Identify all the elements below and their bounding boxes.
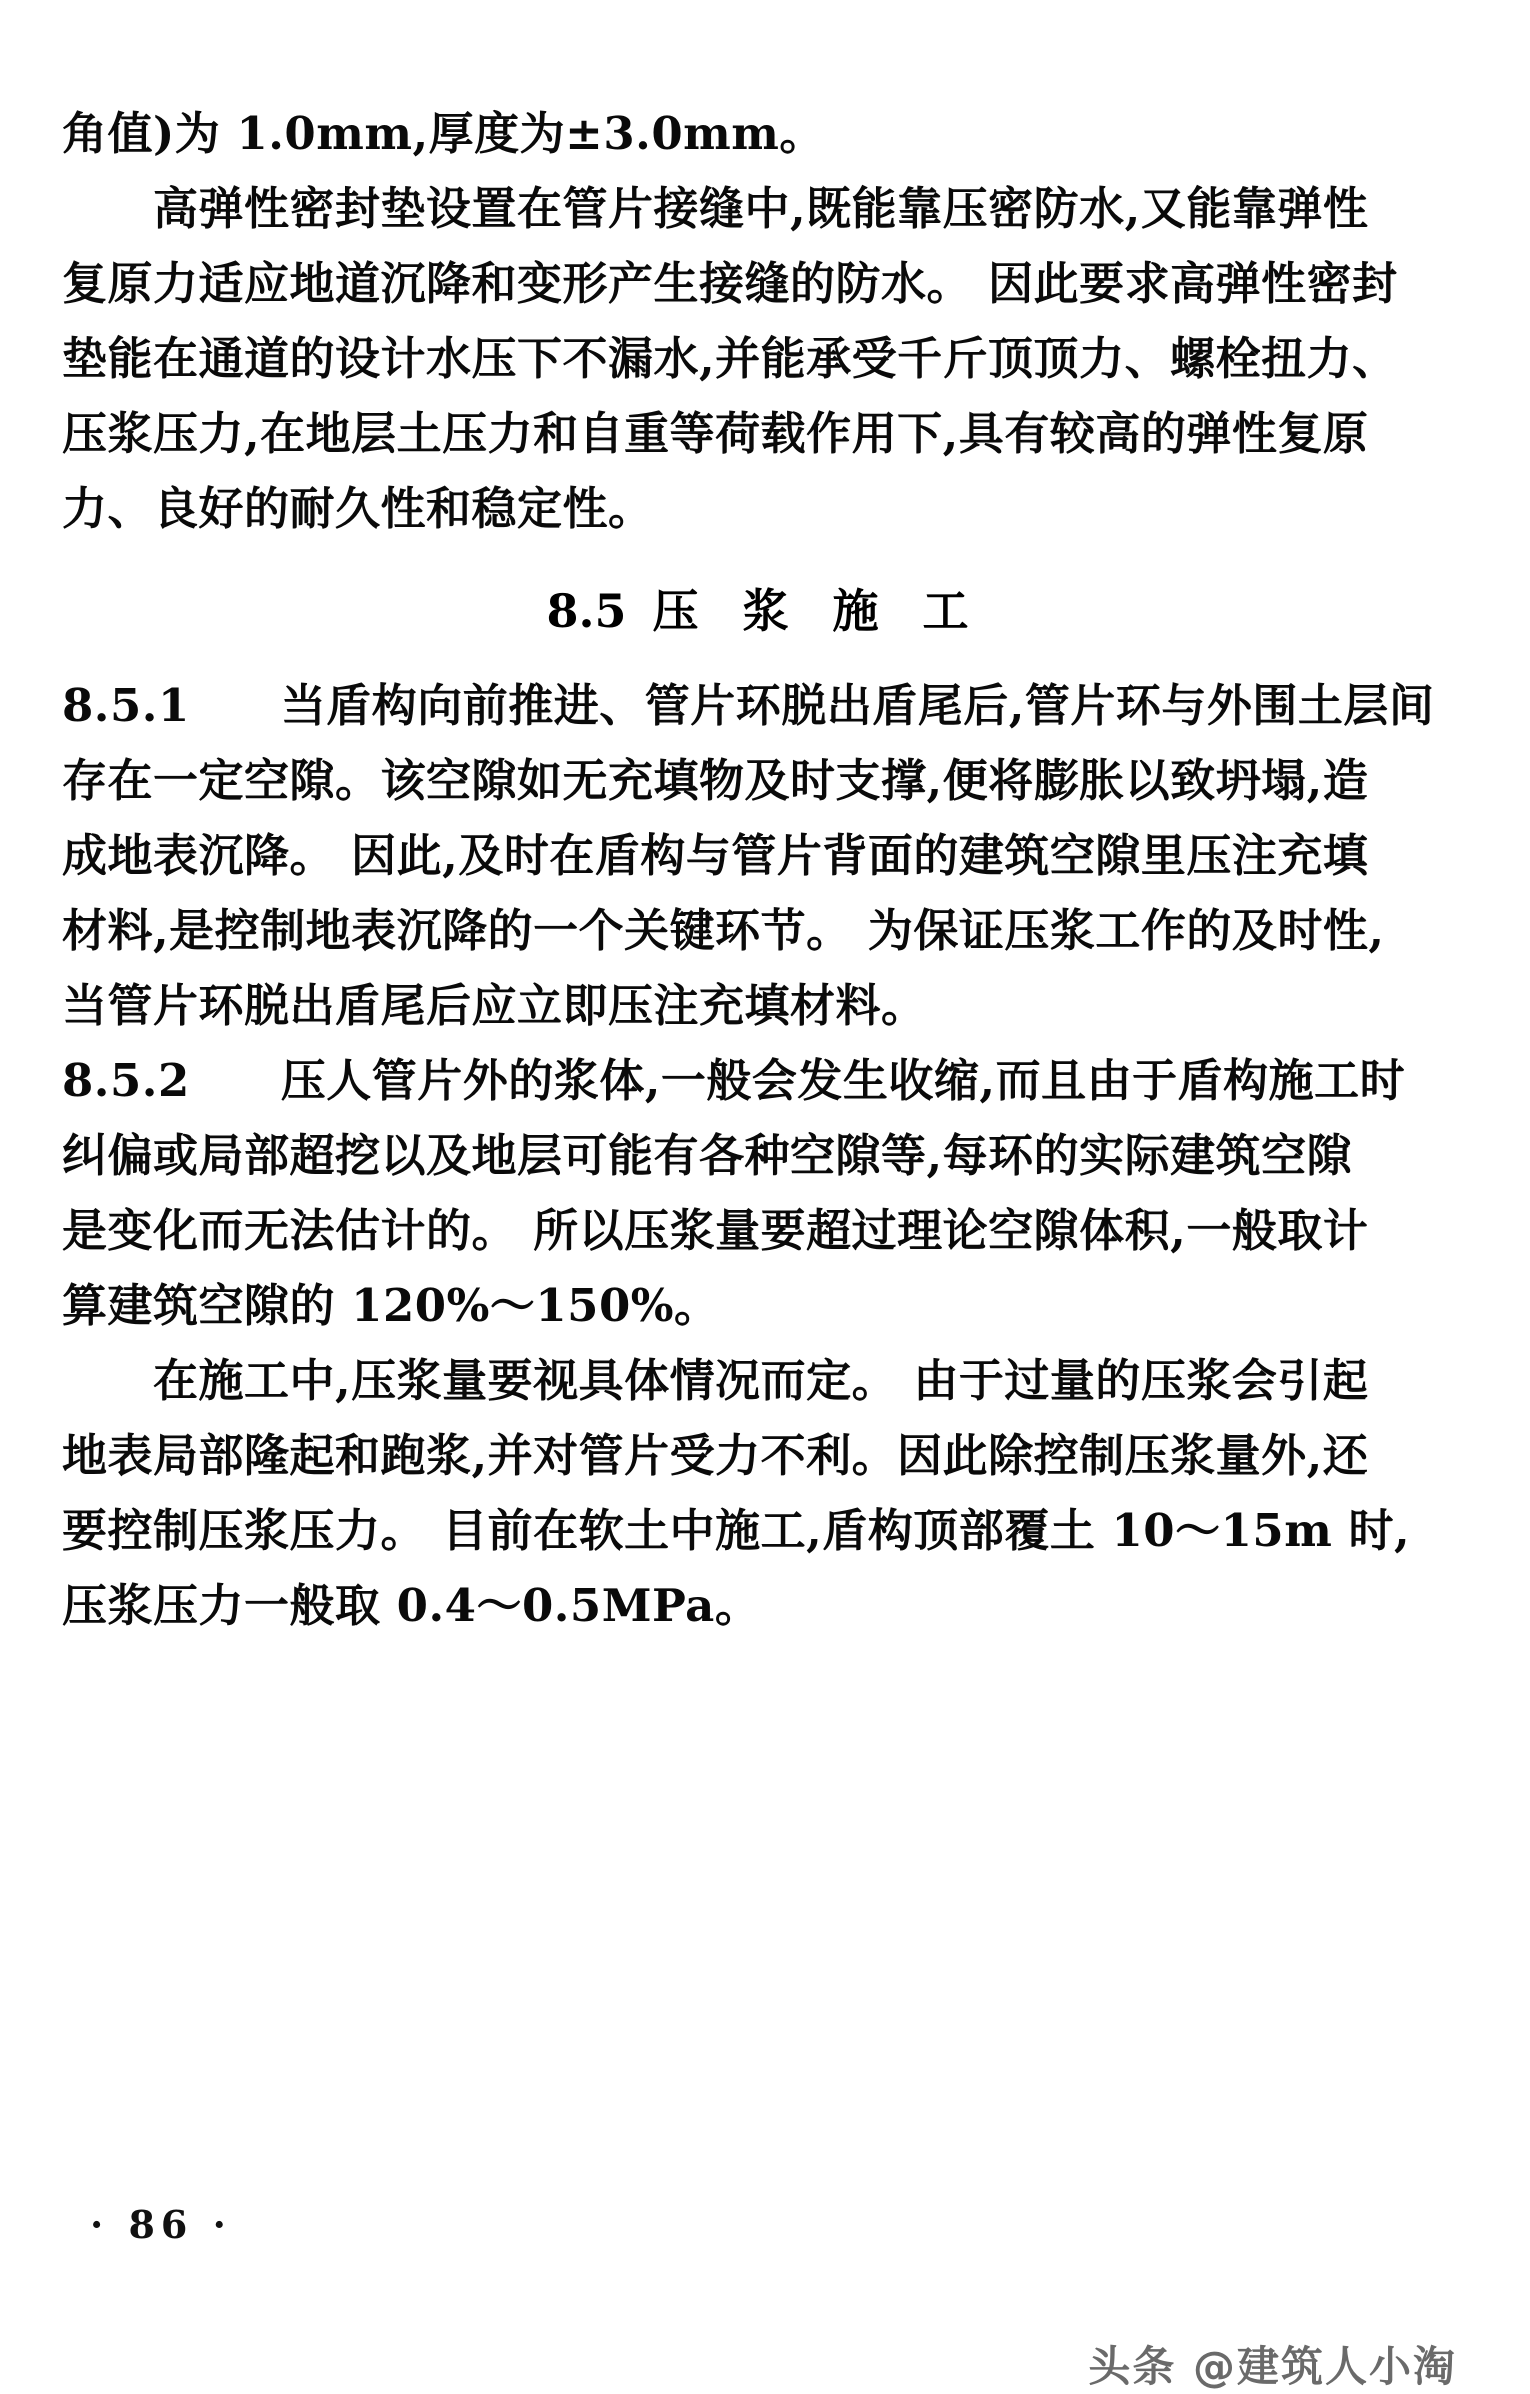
- text-line: 8.5.2 压人管片外的浆体,一般会发生收缩,而且由于盾构施工时: [62, 1054, 1406, 1107]
- text-line: 角值)为 1.0mm,厚度为±3.0mm。: [62, 107, 825, 160]
- high-elasticity-gasket-paragraph: [62, 171, 1467, 546]
- section-heading-title: 压 浆 施 工: [652, 584, 983, 638]
- construction-grouting-paragraph: [62, 1343, 1467, 1643]
- text-line: 要控制压浆压力。 目前在软土中施工,盾构顶部覆土 10～15m 时,: [62, 1504, 1411, 1557]
- text-line: 算建筑空隙的 120%～150%。: [62, 1279, 720, 1332]
- section-heading: [62, 580, 1467, 642]
- text-line: 地表局部隆起和跑浆,并对管片受力不利。因此除控制压浆量外,还: [62, 1429, 1369, 1482]
- page-number: · 86 ·: [90, 2202, 232, 2247]
- text-line: 复原力适应地道沉降和变形产生接缝的防水。 因此要求高弹性密封: [62, 257, 1398, 310]
- text-line: 垫能在通道的设计水压下不漏水,并能承受千斤顶顶力、螺栓扭力、: [62, 332, 1398, 385]
- section-heading-inner: [546, 580, 982, 642]
- clause-8-5-2: [62, 1043, 1467, 1343]
- text-line: 压浆压力,在地层土压力和自重等荷载作用下,具有较高的弹性复原: [62, 407, 1369, 460]
- clause-8-5-1: [62, 668, 1467, 1043]
- text-line: 纠偏或局部超挖以及地层可能有各种空隙等,每环的实际建筑空隙: [62, 1129, 1353, 1182]
- text-line: 是变化而无法估计的。 所以压浆量要超过理论空隙体积,一般取计: [62, 1204, 1369, 1257]
- text-line: 8.5.1 当盾构向前推进、管片环脱出盾尾后,管片环与外围土层间: [62, 679, 1435, 732]
- section-heading-number: 8.5: [546, 584, 627, 638]
- text-line: 成地表沉降。 因此,及时在盾构与管片背面的建筑空隙里压注充填: [62, 829, 1369, 882]
- text-line: 压浆压力一般取 0.4～0.5MPa。: [62, 1579, 761, 1632]
- watermark: 头条 @建筑人小淘: [1088, 2342, 1457, 2391]
- page-content: [62, 96, 1467, 1643]
- text-line: 在施工中,压浆量要视具体情况而定。 由于过量的压浆会引起: [62, 1354, 1369, 1407]
- page-footer: [62, 2202, 1467, 2391]
- text-line: 力、良好的耐久性和稳定性。: [62, 482, 654, 535]
- text-line: 存在一定空隙。该空隙如无充填物及时支撑,便将膨胀以致坍塌,造: [62, 754, 1369, 807]
- text-line: 高弹性密封垫设置在管片接缝中,既能靠压密防水,又能靠弹性: [62, 182, 1369, 235]
- continued-paragraph: [62, 96, 1467, 171]
- text-line: 当管片环脱出盾尾后应立即压注充填材料。: [62, 979, 927, 1032]
- text-line: 材料,是控制地表沉降的一个关键环节。 为保证压浆工作的及时性,: [62, 904, 1385, 957]
